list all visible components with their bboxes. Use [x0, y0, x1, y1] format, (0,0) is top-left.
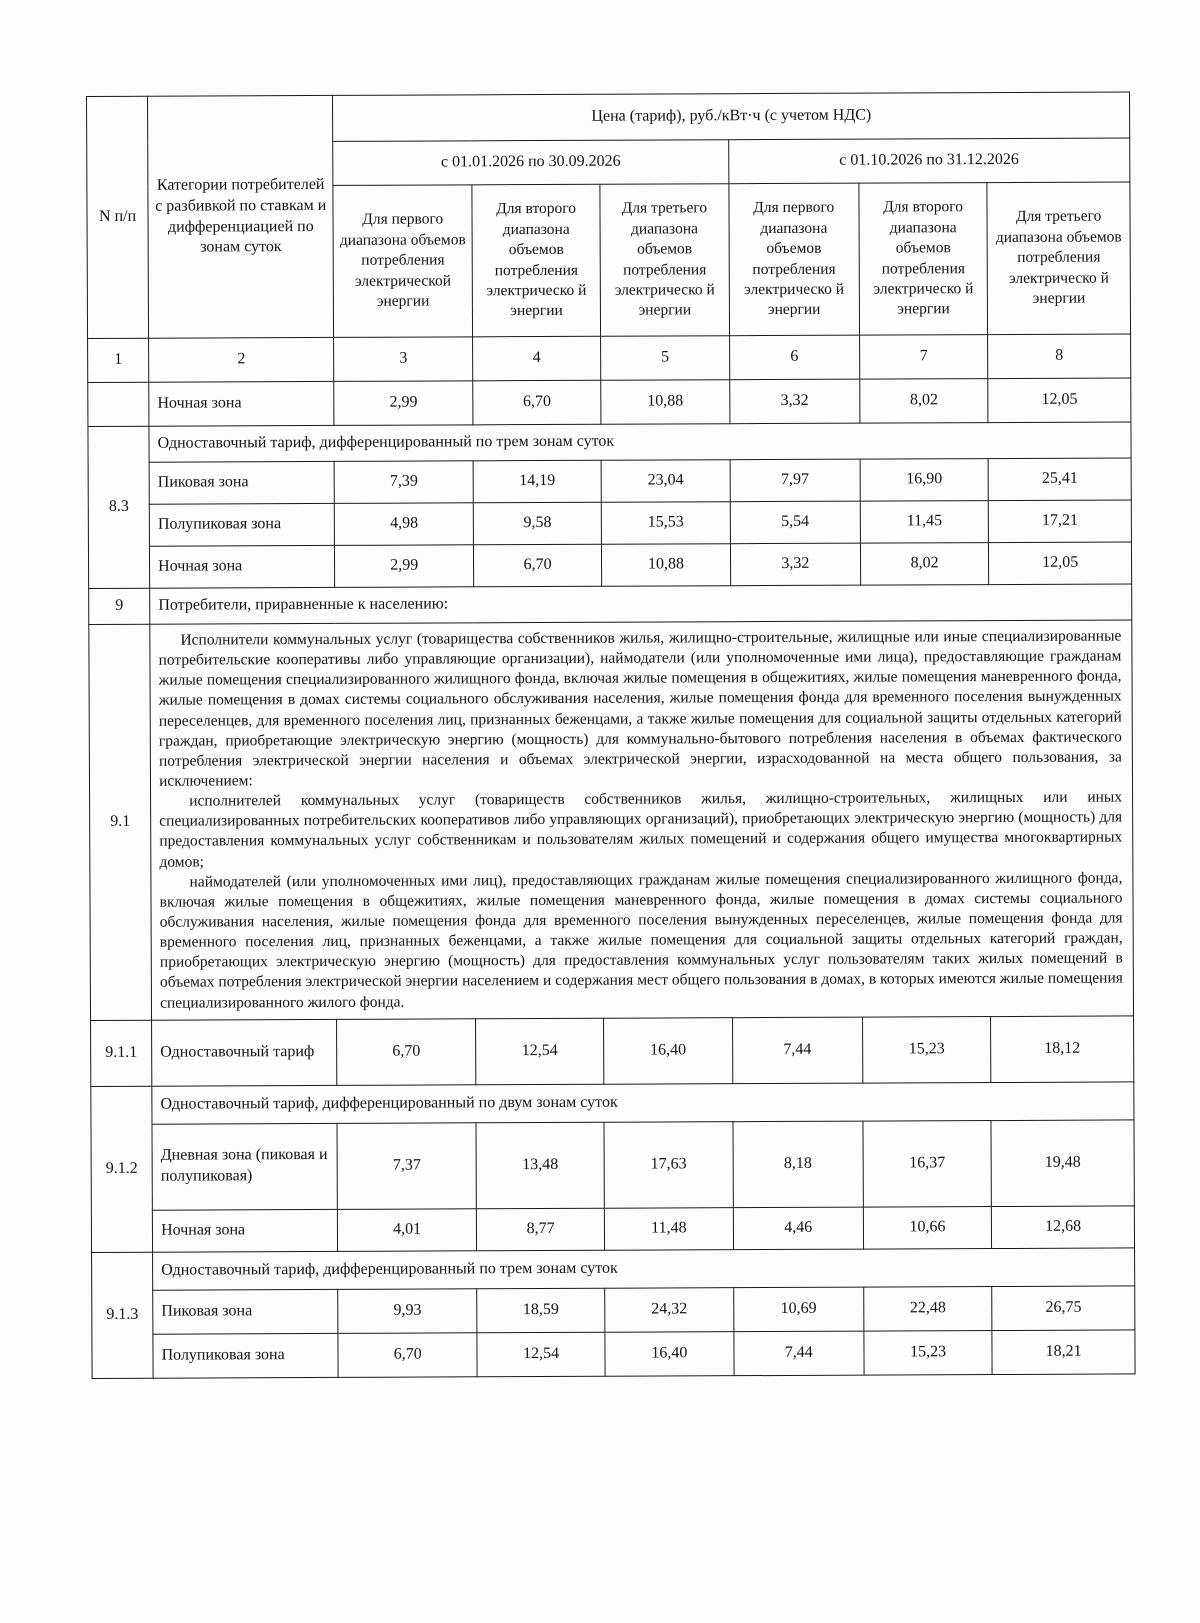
- value-cell: 3,32: [730, 543, 861, 586]
- value-cell: 16,37: [863, 1120, 992, 1207]
- table-row: [91, 1016, 1134, 1087]
- table-row: [89, 584, 1132, 625]
- value-cell: 7,44: [732, 1017, 863, 1084]
- value-cell: 18,12: [991, 1016, 1134, 1083]
- row-label: Дневная зона (пиковая и полупиковая): [152, 1123, 338, 1210]
- value-cell: 18,21: [992, 1330, 1135, 1375]
- value-cell: 12,05: [988, 378, 1131, 423]
- table-row: [92, 1286, 1135, 1335]
- header-col-4: Для второго диапазона объемов потребления электрическо й энергии: [472, 184, 601, 337]
- index-cell: 5: [601, 336, 730, 381]
- header-np: N п/п: [87, 96, 149, 338]
- header-category: Категории потребителей с разбивкой по ставкам и дифференциацией по зонам суток: [148, 95, 334, 338]
- table-row: [89, 620, 1134, 1020]
- value-cell: 19,48: [991, 1120, 1134, 1207]
- row-label: Полупиковая зона: [153, 1333, 339, 1378]
- value-cell: 13,48: [476, 1122, 605, 1209]
- value-cell: 26,75: [992, 1286, 1135, 1331]
- value-cell: 6,70: [473, 544, 601, 587]
- table-row: [88, 458, 1131, 505]
- row-number-empty: [88, 382, 149, 426]
- value-cell: 9,58: [473, 502, 601, 545]
- paragraph: исполнителей коммунальных услуг (товариществ собственников жилья, жилищно-строительных, жилищных или иных специализированных потребительских кооперативов либо управляющих организаций), приобретающих электрическую энергию (мощность) для предоставления коммунальных услуг собственникам и пользователям жилых помещений и содержания общего имущества многоквартирных домов;: [159, 788, 1123, 871]
- tariff-table: [86, 91, 1136, 1378]
- value-cell: 6,70: [473, 380, 602, 425]
- row-number: 9.1.1: [91, 1020, 152, 1086]
- value-cell: 16,40: [605, 1331, 734, 1376]
- header-period-1: с 01.01.2026 по 30.09.2026: [333, 140, 728, 186]
- row-number: 9.1.3: [92, 1252, 154, 1378]
- value-cell: 7,39: [335, 461, 474, 504]
- value-cell: 11,48: [605, 1207, 733, 1250]
- row-number: 9.1: [89, 624, 152, 1020]
- value-cell: 8,18: [733, 1121, 864, 1208]
- paragraph: Исполнители коммунальных услуг (товарищества собственников жилья, жилищно-строительные, жилищные или иные специализированные потребительские кооперативы либо управляющие организации), наймодатели (или уполномоченные ими лица), предоставляющие гражданам жилые помещения специализированного жилищного фонда, включая жилые помещения в общежитиях, жилые помещения маневренного фонда, жилые помещения в домах системы социального обслуживания населения, жилые помещения фонда для временного поселения вынужденных переселенцев, для временного поселения лиц, признанных беженцами, а также жилые помещения для социальной защиты отдельных категорий граждан, приобретающие электрическую энергию (мощность) для коммунально-бытового потребления населения в объемах фактического потребления электрической энергии населения и объемах электрической энергии, израсходованной на места общего пользования, за исключением:: [158, 627, 1122, 790]
- value-cell: 22,48: [864, 1286, 993, 1331]
- header-col-8: Для третьего диапазона объемов потребления электрическо й энергии: [987, 182, 1130, 335]
- index-cell: 8: [988, 334, 1131, 379]
- index-cell: 1: [88, 338, 149, 382]
- value-cell: 10,88: [602, 544, 730, 587]
- index-cell: 4: [473, 336, 602, 381]
- value-cell: 8,02: [860, 543, 988, 586]
- header-col-3: Для первого диапазона объемов потребления электрической энергии: [333, 185, 472, 338]
- table-row: [92, 1330, 1135, 1379]
- row-label: Полупиковая зона: [149, 503, 335, 546]
- table-row: [91, 1082, 1134, 1125]
- row-label: Пиковая зона: [153, 1289, 339, 1334]
- value-cell: 12,68: [992, 1206, 1135, 1249]
- header-price: Цена (тариф), руб./кВт·ч (с учетом НДС): [333, 92, 1130, 141]
- value-cell: 4,01: [338, 1208, 477, 1251]
- value-cell: 10,69: [733, 1287, 864, 1332]
- section-title: Одноставочный тариф, дифференцированный по трем зонам суток: [153, 1248, 1135, 1290]
- value-cell: 15,53: [602, 502, 730, 545]
- value-cell: 18,59: [477, 1288, 606, 1333]
- value-cell: 23,04: [601, 460, 729, 503]
- value-cell: 6,70: [337, 1018, 476, 1085]
- value-cell: 16,90: [860, 459, 988, 502]
- header-col-5: Для третьего диапазона объемов потребления электрическо й энергии: [600, 184, 729, 337]
- row-number: 9.1.2: [91, 1086, 153, 1252]
- index-cell: 3: [334, 337, 473, 382]
- header-period-2: с 01.10.2026 по 31.12.2026: [728, 138, 1130, 184]
- value-cell: 12,54: [475, 1018, 604, 1085]
- row-label: Одноставочный тариф: [152, 1019, 338, 1086]
- value-cell: 9,93: [338, 1288, 477, 1333]
- section-title: Одноставочный тариф, дифференцированный по трем зонам суток: [149, 422, 1131, 462]
- value-cell: 12,54: [477, 1332, 606, 1377]
- row-number: 8.3: [88, 426, 150, 588]
- value-cell: 3,32: [729, 379, 860, 424]
- table-row: [88, 500, 1131, 547]
- index-cell: 2: [149, 337, 335, 382]
- row-label: Ночная зона: [152, 1209, 338, 1252]
- value-cell: 15,23: [864, 1330, 993, 1375]
- table-row: [88, 422, 1131, 463]
- value-cell: 24,32: [605, 1287, 734, 1332]
- value-cell: 15,23: [862, 1016, 991, 1083]
- row-label: Пиковая зона: [149, 461, 335, 504]
- table-row: [88, 542, 1131, 589]
- column-index-row: [88, 334, 1131, 383]
- header-col-6: Для первого диапазона объемов потребления электрическо й энергии: [728, 183, 859, 336]
- value-cell: 7,37: [337, 1122, 476, 1209]
- value-cell: 17,63: [604, 1121, 733, 1208]
- row-label: Ночная зона: [149, 381, 335, 426]
- value-cell: 5,54: [730, 501, 861, 544]
- value-cell: 11,45: [860, 501, 988, 544]
- value-cell: 14,19: [473, 460, 601, 503]
- section-title: Одноставочный тариф, дифференцированный по двум зонам суток: [152, 1082, 1134, 1124]
- index-cell: 6: [729, 335, 860, 380]
- row-label: Ночная зона: [150, 545, 336, 588]
- value-cell: 12,05: [989, 542, 1132, 585]
- row-number: 9: [89, 588, 150, 624]
- value-cell: 6,70: [338, 1332, 477, 1377]
- value-cell: 2,99: [335, 545, 474, 588]
- value-cell: 25,41: [988, 458, 1131, 501]
- value-cell: 10,88: [601, 380, 730, 425]
- paragraph: наймодателей (или уполномоченных ими лиц), предоставляющих гражданам жилые помещения специализированного жилищного фонда, включая жилые помещения в общежитиях, жилые помещения маневренного фонда, жилые помещения в домах системы социального обслуживания населения, жилые помещения фонда для временного поселения вынужденных переселенцев, жилые помещения фонда для временного поселения лиц, признанных беженцами, а также жилые помещения для социальной защиты отдельных категорий граждан, приобретающих электрическую энергию (мощность) для предоставления коммунальных услуг пользователям таких жилых помещений в объемах потребления электрической энергии населением и содержания мест общего пользования в домах, в которых имеются жилые помещения специализированного жилого фонда.: [159, 869, 1123, 1012]
- value-cell: 7,44: [733, 1331, 864, 1376]
- value-cell: 4,98: [335, 503, 474, 546]
- value-cell: 17,21: [989, 500, 1132, 543]
- value-cell: 10,66: [863, 1206, 991, 1249]
- section-title: Потребители, приравненные к населению:: [150, 584, 1132, 624]
- value-cell: 2,99: [334, 381, 473, 426]
- table-row: [91, 1120, 1134, 1211]
- section-description: [150, 620, 1134, 1020]
- value-cell: 16,40: [604, 1017, 733, 1084]
- table-row: [91, 1206, 1134, 1253]
- index-cell: 7: [859, 335, 988, 380]
- table-row: [92, 1248, 1135, 1291]
- value-cell: 8,02: [860, 379, 989, 424]
- value-cell: 7,97: [730, 459, 861, 502]
- value-cell: 8,77: [476, 1208, 604, 1251]
- header-col-7: Для второго диапазона объемов потребления электрическо й энергии: [859, 183, 988, 336]
- table-row: [88, 378, 1131, 427]
- value-cell: 4,46: [733, 1207, 864, 1250]
